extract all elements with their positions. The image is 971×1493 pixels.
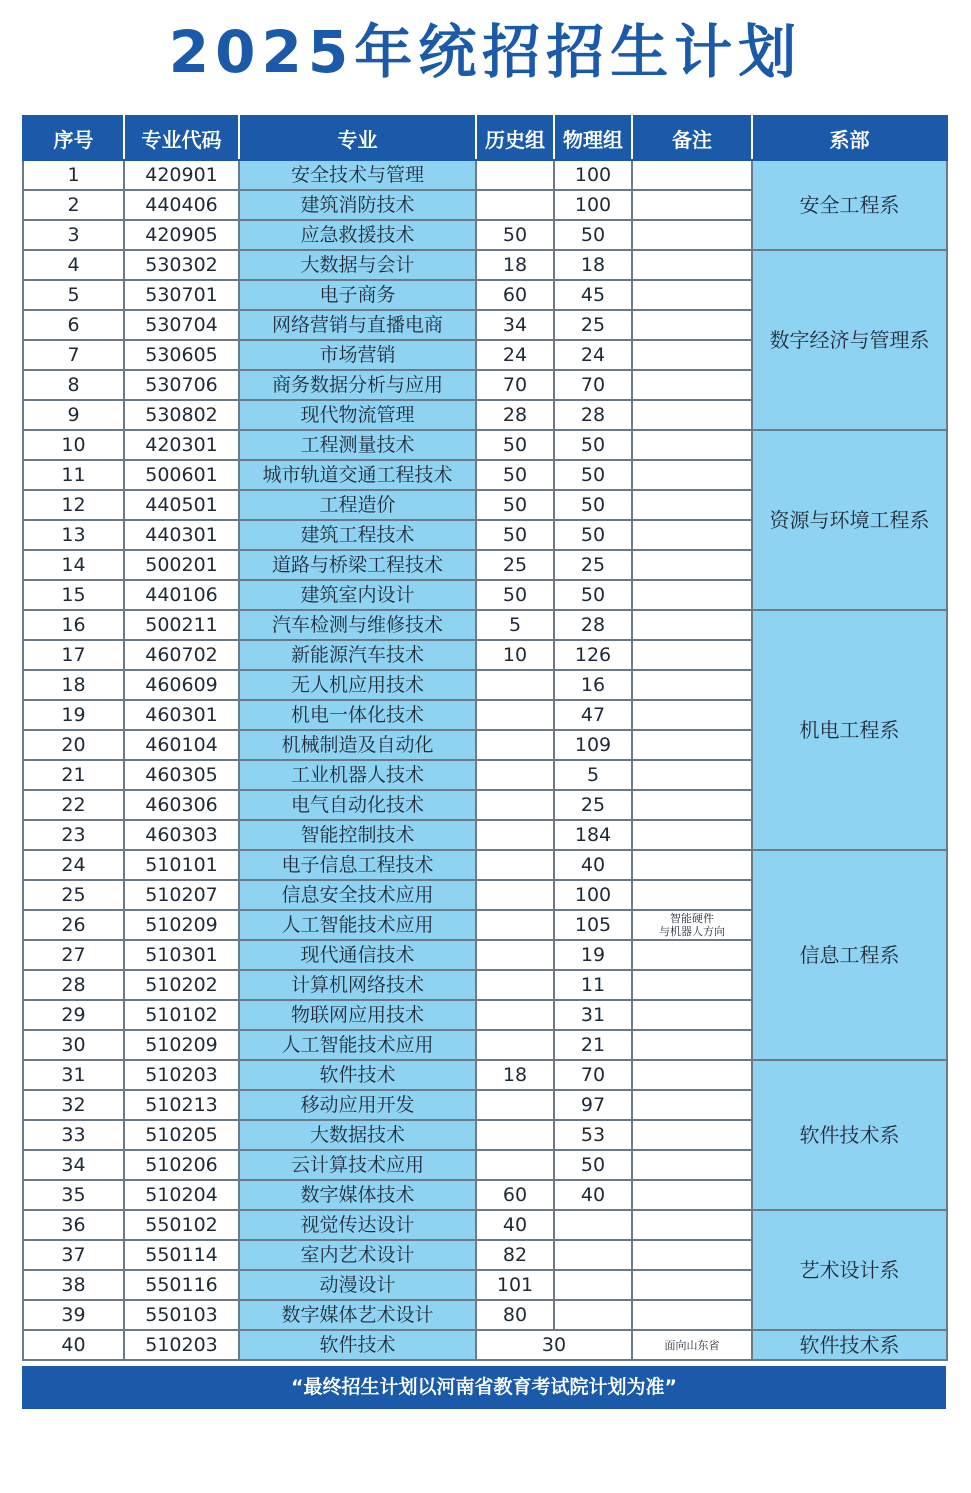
- row-index: 3: [23, 220, 124, 250]
- row-history-quota: 70: [476, 370, 554, 400]
- row-major: 道路与桥梁工程技术: [239, 550, 476, 580]
- row-department: 软件技术系: [752, 1330, 947, 1360]
- row-department: 艺术设计系: [752, 1210, 947, 1330]
- row-note: [632, 580, 752, 610]
- row-department: 信息工程系: [752, 850, 947, 1060]
- row-note: [632, 460, 752, 490]
- row-code: 530302: [124, 250, 239, 280]
- row-major: 云计算技术应用: [239, 1150, 476, 1180]
- row-major: 智能控制技术: [239, 820, 476, 850]
- row-history-quota: [476, 970, 554, 1000]
- row-physics-quota: 50: [554, 460, 632, 490]
- row-index: 23: [23, 820, 124, 850]
- row-major: 汽车检测与维修技术: [239, 610, 476, 640]
- row-index: 9: [23, 400, 124, 430]
- row-index: 7: [23, 340, 124, 370]
- row-note: [632, 250, 752, 280]
- row-index: 37: [23, 1240, 124, 1270]
- row-note: [632, 220, 752, 250]
- row-index: 16: [23, 610, 124, 640]
- row-index: 6: [23, 310, 124, 340]
- enrollment-table-container: [22, 115, 946, 1361]
- row-major: 商务数据分析与应用: [239, 370, 476, 400]
- row-history-quota: 5: [476, 610, 554, 640]
- row-index: 5: [23, 280, 124, 310]
- row-note: [632, 370, 752, 400]
- row-code: 510203: [124, 1330, 239, 1360]
- row-history-quota: [476, 730, 554, 760]
- row-code: 420905: [124, 220, 239, 250]
- row-major: 无人机应用技术: [239, 670, 476, 700]
- row-history-quota: [476, 700, 554, 730]
- row-physics-quota: 100: [554, 190, 632, 220]
- row-history-quota: 50: [476, 580, 554, 610]
- table-row: [23, 1330, 947, 1360]
- row-physics-quota: 70: [554, 370, 632, 400]
- row-major: 应急救援技术: [239, 220, 476, 250]
- row-code: 510101: [124, 850, 239, 880]
- row-history-quota: 101: [476, 1270, 554, 1300]
- row-code: 530605: [124, 340, 239, 370]
- row-major: 建筑工程技术: [239, 520, 476, 550]
- row-note: [632, 850, 752, 880]
- row-history-quota: 50: [476, 220, 554, 250]
- row-major: 人工智能技术应用: [239, 910, 476, 940]
- row-note: [632, 1270, 752, 1300]
- row-history-quota: [476, 1120, 554, 1150]
- row-department: 数字经济与管理系: [752, 250, 947, 430]
- row-history-quota: 50: [476, 490, 554, 520]
- row-code: 510207: [124, 880, 239, 910]
- row-note: [632, 490, 752, 520]
- row-code: 530704: [124, 310, 239, 340]
- row-note: [632, 700, 752, 730]
- row-index: 38: [23, 1270, 124, 1300]
- row-major: 工程造价: [239, 490, 476, 520]
- row-code: 440406: [124, 190, 239, 220]
- row-major: 数字媒体技术: [239, 1180, 476, 1210]
- row-note: 面向山东省: [632, 1330, 752, 1360]
- row-note: [632, 1120, 752, 1150]
- row-note: [632, 340, 752, 370]
- row-code: 510204: [124, 1180, 239, 1210]
- row-code: 530802: [124, 400, 239, 430]
- row-index: 20: [23, 730, 124, 760]
- row-major: 机电一体化技术: [239, 700, 476, 730]
- row-physics-quota: 105: [554, 910, 632, 940]
- row-note: [632, 880, 752, 910]
- row-department: 机电工程系: [752, 610, 947, 850]
- row-index: 25: [23, 880, 124, 910]
- row-index: 8: [23, 370, 124, 400]
- row-physics-quota: 24: [554, 340, 632, 370]
- row-history-quota: 50: [476, 430, 554, 460]
- row-physics-quota: 100: [554, 160, 632, 190]
- row-code: 500601: [124, 460, 239, 490]
- row-index: 36: [23, 1210, 124, 1240]
- row-major: 工业机器人技术: [239, 760, 476, 790]
- row-history-quota: [476, 880, 554, 910]
- row-index: 19: [23, 700, 124, 730]
- row-note: [632, 1030, 752, 1060]
- row-major: 大数据技术: [239, 1120, 476, 1150]
- row-major: 计算机网络技术: [239, 970, 476, 1000]
- row-index: 17: [23, 640, 124, 670]
- header-note: 备注: [632, 116, 752, 160]
- row-history-quota: [476, 1030, 554, 1060]
- row-history-quota: [476, 1090, 554, 1120]
- header-code: 专业代码: [124, 116, 239, 160]
- row-physics-quota: 16: [554, 670, 632, 700]
- row-department: 安全工程系: [752, 160, 947, 250]
- row-combined-quota: 30: [476, 1330, 632, 1360]
- row-index: 27: [23, 940, 124, 970]
- row-index: 24: [23, 850, 124, 880]
- row-physics-quota: 21: [554, 1030, 632, 1060]
- row-physics-quota: 45: [554, 280, 632, 310]
- row-index: 29: [23, 1000, 124, 1030]
- footer-note: “最终招生计划以河南省教育考试院计划为准”: [22, 1366, 946, 1409]
- row-department: 软件技术系: [752, 1060, 947, 1210]
- row-physics-quota: 50: [554, 490, 632, 520]
- row-code: 440501: [124, 490, 239, 520]
- row-major: 机械制造及自动化: [239, 730, 476, 760]
- header-index: 序号: [23, 116, 124, 160]
- row-code: 460609: [124, 670, 239, 700]
- row-history-quota: 82: [476, 1240, 554, 1270]
- row-history-quota: [476, 190, 554, 220]
- row-history-quota: 18: [476, 1060, 554, 1090]
- table-row: [23, 1060, 947, 1090]
- header-history-group: 历史组: [476, 116, 554, 160]
- row-physics-quota: 50: [554, 220, 632, 250]
- row-history-quota: 40: [476, 1210, 554, 1240]
- row-history-quota: [476, 910, 554, 940]
- row-index: 34: [23, 1150, 124, 1180]
- row-index: 14: [23, 550, 124, 580]
- row-index: 2: [23, 190, 124, 220]
- row-index: 26: [23, 910, 124, 940]
- table-header-row: [23, 116, 947, 160]
- row-history-quota: 60: [476, 1180, 554, 1210]
- row-index: 13: [23, 520, 124, 550]
- row-history-quota: [476, 1000, 554, 1030]
- row-index: 15: [23, 580, 124, 610]
- row-code: 420901: [124, 160, 239, 190]
- row-major: 视觉传达设计: [239, 1210, 476, 1240]
- row-history-quota: [476, 160, 554, 190]
- row-note: [632, 400, 752, 430]
- page-title: 2025年统招招生计划: [168, 18, 803, 86]
- row-code: 530706: [124, 370, 239, 400]
- row-major: 电子商务: [239, 280, 476, 310]
- row-major: 软件技术: [239, 1330, 476, 1360]
- row-code: 510203: [124, 1060, 239, 1090]
- row-physics-quota: 28: [554, 610, 632, 640]
- row-physics-quota: 100: [554, 880, 632, 910]
- row-physics-quota: 25: [554, 790, 632, 820]
- row-index: 1: [23, 160, 124, 190]
- row-code: 550116: [124, 1270, 239, 1300]
- row-note: [632, 1090, 752, 1120]
- row-code: 460104: [124, 730, 239, 760]
- header-major: 专业: [239, 116, 476, 160]
- row-code: 550103: [124, 1300, 239, 1330]
- row-history-quota: 80: [476, 1300, 554, 1330]
- enrollment-table: [22, 115, 948, 1361]
- row-physics-quota: 28: [554, 400, 632, 430]
- row-history-quota: 34: [476, 310, 554, 340]
- row-code: 500211: [124, 610, 239, 640]
- row-physics-quota: 184: [554, 820, 632, 850]
- row-index: 39: [23, 1300, 124, 1330]
- row-physics-quota: 40: [554, 850, 632, 880]
- row-code: 510102: [124, 1000, 239, 1030]
- row-index: 33: [23, 1120, 124, 1150]
- row-note: [632, 1000, 752, 1030]
- table-row: [23, 850, 947, 880]
- row-major: 建筑消防技术: [239, 190, 476, 220]
- row-code: 510205: [124, 1120, 239, 1150]
- row-code: 530701: [124, 280, 239, 310]
- row-history-quota: 10: [476, 640, 554, 670]
- row-code: 510206: [124, 1150, 239, 1180]
- row-code: 440301: [124, 520, 239, 550]
- row-history-quota: [476, 760, 554, 790]
- row-major: 现代物流管理: [239, 400, 476, 430]
- row-history-quota: [476, 1150, 554, 1180]
- row-major: 新能源汽车技术: [239, 640, 476, 670]
- row-code: 460702: [124, 640, 239, 670]
- row-note: [632, 610, 752, 640]
- row-major: 城市轨道交通工程技术: [239, 460, 476, 490]
- row-physics-quota: 53: [554, 1120, 632, 1150]
- row-history-quota: 25: [476, 550, 554, 580]
- row-note: [632, 310, 752, 340]
- row-index: 40: [23, 1330, 124, 1360]
- table-row: [23, 430, 947, 460]
- row-major: 软件技术: [239, 1060, 476, 1090]
- row-note: [632, 1150, 752, 1180]
- row-index: 10: [23, 430, 124, 460]
- row-history-quota: [476, 850, 554, 880]
- row-note: [632, 1240, 752, 1270]
- row-physics-quota: 50: [554, 580, 632, 610]
- row-index: 30: [23, 1030, 124, 1060]
- row-code: 550114: [124, 1240, 239, 1270]
- row-physics-quota: 70: [554, 1060, 632, 1090]
- row-department: 资源与环境工程系: [752, 430, 947, 610]
- row-physics-quota: 19: [554, 940, 632, 970]
- row-major: 市场营销: [239, 340, 476, 370]
- row-index: 11: [23, 460, 124, 490]
- row-index: 31: [23, 1060, 124, 1090]
- row-history-quota: [476, 940, 554, 970]
- row-code: 460301: [124, 700, 239, 730]
- row-physics-quota: 47: [554, 700, 632, 730]
- row-note: [632, 1060, 752, 1090]
- row-physics-quota: 50: [554, 1150, 632, 1180]
- row-note: [632, 280, 752, 310]
- row-note: [632, 820, 752, 850]
- row-physics-quota: 40: [554, 1180, 632, 1210]
- row-physics-quota: [554, 1270, 632, 1300]
- row-major: 室内艺术设计: [239, 1240, 476, 1270]
- table-row: [23, 610, 947, 640]
- table-row: [23, 1210, 947, 1240]
- row-major: 建筑室内设计: [239, 580, 476, 610]
- row-note: [632, 670, 752, 700]
- row-code: 420301: [124, 430, 239, 460]
- row-physics-quota: 126: [554, 640, 632, 670]
- row-code: 460305: [124, 760, 239, 790]
- row-major: 大数据与会计: [239, 250, 476, 280]
- row-physics-quota: 25: [554, 310, 632, 340]
- row-physics-quota: 31: [554, 1000, 632, 1030]
- row-physics-quota: [554, 1210, 632, 1240]
- row-physics-quota: 25: [554, 550, 632, 580]
- row-code: 510301: [124, 940, 239, 970]
- row-history-quota: [476, 670, 554, 700]
- row-note: [632, 970, 752, 1000]
- row-major: 动漫设计: [239, 1270, 476, 1300]
- row-major: 电气自动化技术: [239, 790, 476, 820]
- row-physics-quota: 50: [554, 430, 632, 460]
- row-index: 21: [23, 760, 124, 790]
- row-major: 安全技术与管理: [239, 160, 476, 190]
- row-major: 数字媒体艺术设计: [239, 1300, 476, 1330]
- row-history-quota: 24: [476, 340, 554, 370]
- row-code: 460306: [124, 790, 239, 820]
- row-note: [632, 790, 752, 820]
- row-note: [632, 760, 752, 790]
- row-history-quota: 28: [476, 400, 554, 430]
- row-physics-quota: 109: [554, 730, 632, 760]
- row-code: 500201: [124, 550, 239, 580]
- row-index: 18: [23, 670, 124, 700]
- row-note: [632, 940, 752, 970]
- table-row: [23, 160, 947, 190]
- row-major: 工程测量技术: [239, 430, 476, 460]
- row-history-quota: [476, 790, 554, 820]
- row-history-quota: 50: [476, 520, 554, 550]
- row-index: 32: [23, 1090, 124, 1120]
- row-note: [632, 640, 752, 670]
- row-index: 12: [23, 490, 124, 520]
- row-note: [632, 1300, 752, 1330]
- row-history-quota: 18: [476, 250, 554, 280]
- row-physics-quota: 97: [554, 1090, 632, 1120]
- row-code: 510213: [124, 1090, 239, 1120]
- row-physics-quota: 18: [554, 250, 632, 280]
- row-physics-quota: [554, 1240, 632, 1270]
- row-note: 智能硬件 与机器人方向: [632, 910, 752, 940]
- row-index: 4: [23, 250, 124, 280]
- row-code: 460303: [124, 820, 239, 850]
- row-note: [632, 1210, 752, 1240]
- row-note: [632, 730, 752, 760]
- row-physics-quota: 5: [554, 760, 632, 790]
- row-code: 550102: [124, 1210, 239, 1240]
- row-major: 移动应用开发: [239, 1090, 476, 1120]
- header-department: 系部: [752, 116, 947, 160]
- row-note: [632, 520, 752, 550]
- row-major: 人工智能技术应用: [239, 1030, 476, 1060]
- row-major: 网络营销与直播电商: [239, 310, 476, 340]
- row-major: 信息安全技术应用: [239, 880, 476, 910]
- row-index: 22: [23, 790, 124, 820]
- header-physics-group: 物理组: [554, 116, 632, 160]
- row-physics-quota: 11: [554, 970, 632, 1000]
- row-index: 35: [23, 1180, 124, 1210]
- row-history-quota: 50: [476, 460, 554, 490]
- row-major: 现代通信技术: [239, 940, 476, 970]
- row-history-quota: 60: [476, 280, 554, 310]
- row-note: [632, 160, 752, 190]
- row-note: [632, 1180, 752, 1210]
- row-index: 28: [23, 970, 124, 1000]
- table-body: [23, 160, 947, 1360]
- row-physics-quota: [554, 1300, 632, 1330]
- table-row: [23, 250, 947, 280]
- row-code: 510202: [124, 970, 239, 1000]
- row-note: [632, 550, 752, 580]
- row-code: 440106: [124, 580, 239, 610]
- row-code: 510209: [124, 1030, 239, 1060]
- row-major: 物联网应用技术: [239, 1000, 476, 1030]
- row-note: [632, 430, 752, 460]
- row-note: [632, 190, 752, 220]
- row-physics-quota: 50: [554, 520, 632, 550]
- row-history-quota: [476, 820, 554, 850]
- row-code: 510209: [124, 910, 239, 940]
- row-major: 电子信息工程技术: [239, 850, 476, 880]
